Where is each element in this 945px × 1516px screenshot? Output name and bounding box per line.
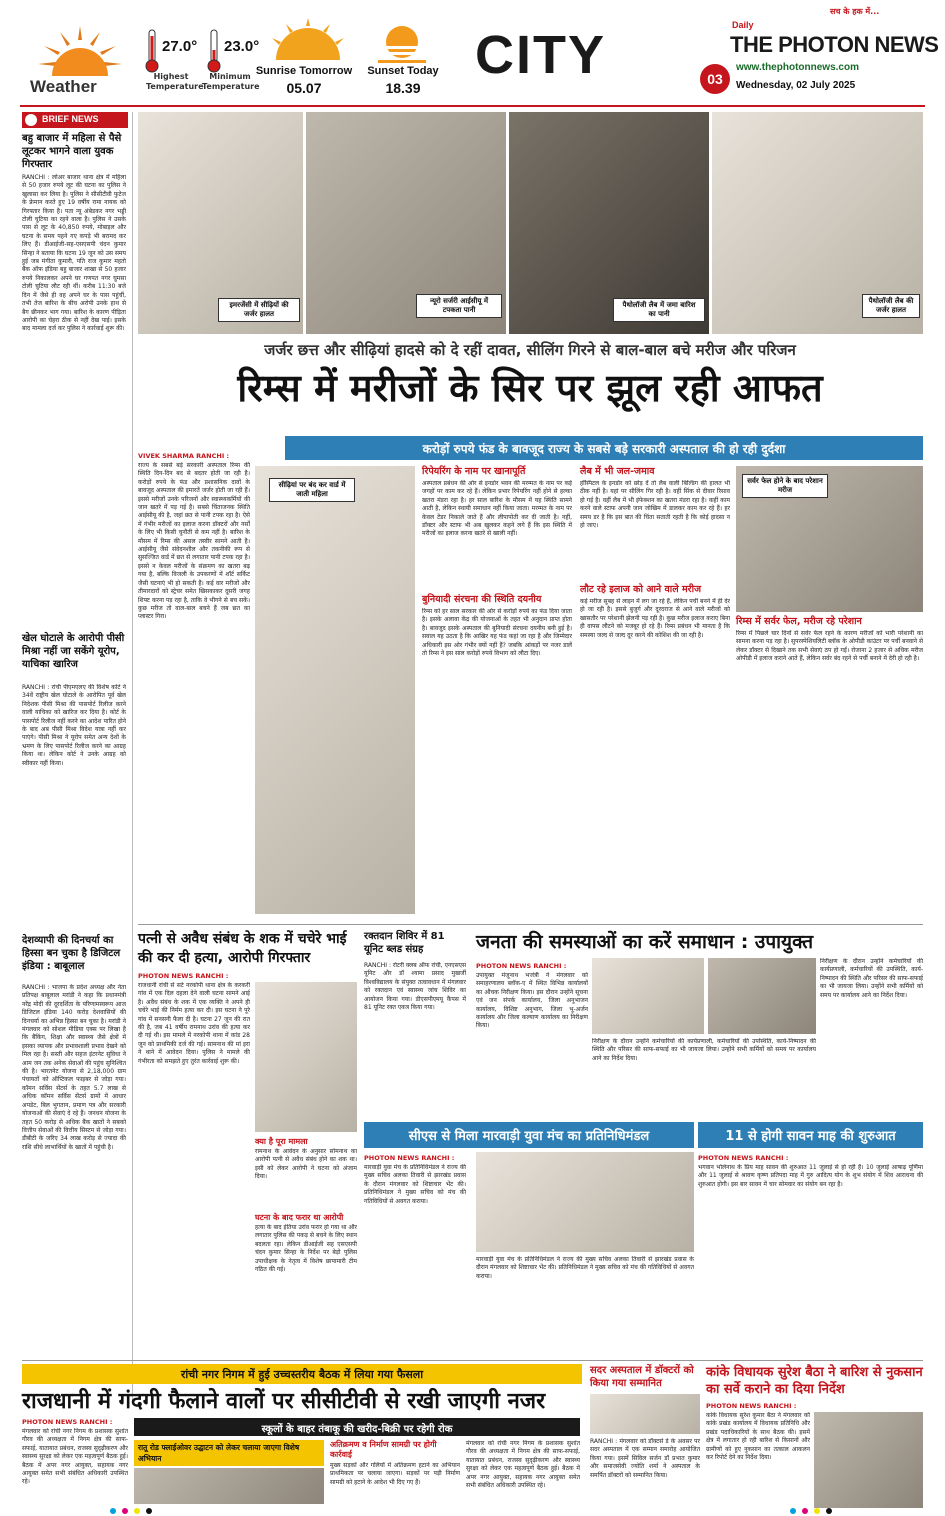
min-temp-label: Minimum Temperature [202, 72, 260, 91]
brief-news-icon [25, 114, 37, 126]
sunrise-label: Sunrise Tomorrow [255, 65, 353, 77]
story5-body-2: मारवाड़ी युवा मंच के प्रतिनिधिमंडल ने राज्य की मुख्य सचिव अलका तिवारी से झारखंड प्रवास के दौरान मंगलवार को शिष्टाचार भेंट की। प्रतिनिधिमंडल ने मुख्य सचिव को मंच की गतिविधियों से अवगत कराया। [476, 1256, 694, 1280]
story3-body: RANCHI : रोटरी क्लब ऑफ रांची, एनएसएस यूनिट और डॉ श्यामा प्रसाद मुखर्जी विश्वविद्यालय के संयुक्त तत्वावधान में मंगलवार को रक्तदान एवं स्वास्थ्य जांच शिविर का आयोजन किया गया। डीएसपीएमयू कैंपस में 81 यूनिट रक्त एकत्र किया गया। [364, 962, 466, 1012]
story2-photo [255, 982, 357, 1132]
story4-photo-1 [592, 958, 704, 1034]
high-temp: 27.0° [162, 38, 198, 55]
story9-headline: कांके विधायक सुरेश बैठा ने बारिश से नुकसान का सर्वे कराने का दिया निर्देश [706, 1365, 923, 1397]
brief-body-1: RANCHI : लोअर बाजार थाना क्षेत्र में महिला से 50 हजार रुपये लूट की घटना का पुलिस ने खुलासा कर लिया है। पुलिस ने सीसीटीवी फुटेज के फ्रेमान करते हुए 19 वर्षीय रामा नायक को गिरफ्तार किया है। पता न्यू अंबेडकर नगर भड्डी टोली चुटिया का रहने वाला है। पुलिस ने उसके पास से लूट के 40,850 रुपये, मोबाइल और घटना के समय पहने गए कपड़े भी बरामद कर लिए हैं। डीआईजी-सह-एसएसपी चंदन कुमार सिन्हा ने बताया कि घटना 19 जून को उस समय हुई जब मंगीता कुमारी, पति राज कुमार महतो बैंक ऑफ इंडिया बहु बाजार शाखा से 50 हजार रुपये निकालकर अपने घर गणपत नगर घुमसा टोली चुटिया लौट रही थीं। करीब 11:30 बजे दिन में जैसे ही वह अपने घर के पास पहुंचीं, तभी तेज बारिश के बीच अरोपी उनके हाथ से बैग छीनकर भाग गया। बारिश के कारण पीड़िता आरोपी का चेहरा ठीक से नहीं देख पाई। इसके बाद मामला दर्ज कर पुलिस ने कार्रवाई शुरू की। [22, 174, 126, 333]
story4-photo-2 [708, 958, 816, 1034]
story7-photo [134, 1468, 324, 1504]
story6-body: भगवान भोलेनाथ के प्रिय माह सावन की शुरुआत 11 जुलाई से हो रही है। 10 जुलाई आषाढ़ पूर्णिमा और 11 जुलाई से श्रावण कृष्ण प्रतिपदा माह में गुरु आदित्य योग के शुभ संयोग में शिव आराधना की शुरुआत होगी। इस बार सावन में चार सोमवार का संयोग बन रहा है। [698, 1164, 923, 1188]
lead-headline: रिम्स में मरीजों के सिर पर झूल रही आफत [237, 366, 823, 410]
brief-headline-3: देशव्यापी की दिनचर्या का हिस्सा बन चुका है डिजिटल इंडिया : बाबूलाल [22, 935, 121, 972]
story7-inner-body: मुख्य सड़कों और गलियों में अतिक्रमण हटाने का अभियान प्राथमिकता पर चलाया जाएगा। सड़कों पर पड़ी निर्माण सामग्री को हटाने के आदेश भी दिए गए हैं। [330, 1462, 460, 1486]
story9-photo [814, 1412, 923, 1508]
lead-photo-2 [306, 112, 506, 334]
lead-col-1: राज्य के सबसे बड़े सरकारी अस्पताल रिम्स की स्थिति दिन-दिन बद से बदतर होती जा रही है। करोड़ों रुपये के फंड और प्रशासनिक दावों के बावजूद अस्पताल की इमारतें जर्जर होती जा रही हैं। इससे मरीजों उनके परिजनों और स्वास्थ्यकर्मियों की जान खतरे में पड़ गई है। सबसे चिंताजनक स्थिति आईसीयू की है, जहां छत से पानी टपक रहा है। ऐसे में गंभीर मरीजों का इलाज करना डॉक्टरों और नर्सों के लिए भी किसी चुनौती से कम नहीं है। बारिश के मौसम में रिम्स की असल तस्वीर सामने आती है। आईसीयू जैसे संवेदनशील और तकनीकी रूप से सुसज्जित वार्ड में छत से लगातार पानी टपक रहा है। इससे न केवल मरीजों के संक्रमण का खतरा बढ़ गया है, बल्कि विजली के उपकरणों में शॉर्ट सर्किट जैसी घटनाएं भी हो सकती हैं। कई वार मरीजों और तीमारदारों को स्ट्रेचर समेत खिसकाकर दूसरी जगह शिफ्ट करना पड़ रहा है, ताकि वे भीगने से बच सकें। कुछ मरीज तो वाल-बाल बचने हैं जब छत का प्लास्टर गिरा। [138, 462, 250, 621]
lead-sub-3: लैब में भी जल-जमाव [580, 466, 655, 477]
sunset-label: Sunset Today [367, 65, 439, 77]
sunrise-icon [266, 16, 350, 62]
story7-byline: PHOTON NEWS RANCHI : [22, 1418, 113, 1426]
date: Wednesday, 02 July 2025 [736, 80, 856, 91]
lead-strap: करोड़ों रुपये फंड के बावजूद राज्य के सबसे बड़े सरकारी अस्पताल की हो रही दुर्दशा [422, 442, 786, 456]
brief-body-3: RANCHI : भाजपा के प्रदेश अध्यक्ष और नेता प्रतिपक्ष बाबूलाल मरांडी ने कहा कि प्रधानमंत्री नरेंद्र मोदी की दूरदर्शिता के परिणामस्वरूप आज डिजिटल इंडिया 140 करोड़ देशवासियों की दिनचर्या का अभिन्न हिस्सा बन चुका है। मरांडी ने मंगलवार को सोशल मीडिया एक्स पर लिखा है कि बैंकिंग, शिक्षा और स्वास्थ्य जैसे क्षेत्रों में इसका व्यापक और प्रभावशाली प्रभाव देखने को मिल रहा है। सस्ती और सहज इंटरनेट सुविधा ने आम जन तक अनेक सेवाओं की पहुंच सुनिश्चित की है। भारतनेट योजना से 2,18,000 ग्राम पंचायतों को ऑप्टिकल फाइबर से जोड़ा गया। कॉमन सर्विस सेंटर्स के तहत 5.7 लाख से अधिक कॉमन सर्विस सेंटर्स ग्रामों में आधार अपडेट, बिल भुगतान, प्रमाण पत्र और सरकारी योजनाओं की सेवाएं दे रहे हैं। जनधन योजना के तहत 50 करोड़ से अधिक बैंक खातों ने सबको वित्तीय सेवाओं की वित्तीय सिस्टम से जोड़ा गया। डीबीटी के जरिए 34 लाख करोड़ से ज्यादा की राशि सीधे लाभार्थियों के खातों में पहुंची है। [22, 984, 126, 1151]
brief-news-label [22, 112, 128, 128]
lead-right-caption: सर्वर फेल होने के बाद परेशान मरीज [742, 474, 828, 498]
story2-sub: क्या है पूरा मामला [255, 1137, 308, 1146]
lead-inset-photo [255, 466, 415, 914]
story5-body: मारवाड़ी युवा मंच के प्रतिनिधिमंडल ने राज्य की मुख्य सचिव अलका तिवारी से झारखंड प्रवास के दौरान मंगलवार को शिष्टाचार भेंट की। प्रतिनिधिमंडल ने मुख्य सचिव को मंच की गतिविधियों से अवगत कराया। [364, 1164, 466, 1205]
lead-sub-3-body: हॉस्पिटल के इनडोर को छोड़ दें तो लैब वाली बिल्डिंग की हालत भी ठीक नहीं है। यहां पर सीलिंग गिर रही है। वहीं सिंक से दीवार रिसाव हो गई है। वहीं लैब में भी इंफेक्शन का खतरा मंडरा रहा है। कहीं काम करने वाले स्टाफ अपनी जान जोखिम में डालकर काम कर रहे हैं। हर समय डर है कि इस बात की चिंता सताती रहती है कि कोई हादसा न हो जाए। [580, 480, 730, 530]
lead-inset-caption: सीढ़ियां पर बंद कर वार्ड में जाती महिला [269, 478, 355, 502]
story5-byline: PHOTON NEWS RANCHI : [364, 1154, 455, 1162]
story4-col-3: निरीक्षण के दौरान उन्होंने कर्मचारियों की कार्यप्रणाली, कर्मचारियों की उपस्थिति, कार्य-निष्पादन की स्थिति और परिसर की साफ-सफाई का भी जायजा लिया। उन्होंने सभी कर्मियों को समय पर कार्यालय आने का निर्देश दिया। [820, 958, 923, 999]
lead-right-photo [736, 466, 923, 612]
page-number: 03 [700, 64, 730, 94]
lead-sub-2: बुनियादी संरचना की स्थिति दयनीय [422, 594, 542, 605]
story6-header-bar [698, 1122, 923, 1148]
lead-sub-4-body: कई मरीज सुबह से लाइन में लग जा रहे हैं, लेकिन पर्ची बनने में ही देर हो जा रही है। इससे बुजुर्ग और दूरदराज से आने वाले मरीजों को खासतौर पर परेशानी झेलनी पड़ रही है। कुछ मरीज इलाज कराए बिना ही वापस लौटने को मजबूर हो रहे हैं। रिम्स प्रबंधन भी मानता है कि समस्या जल्द से जल्द दूर करने की कोशिश की जा रही है। [580, 598, 730, 639]
lead-right-sub: रिम्स में सर्वर फेल, मरीज रहे परेशान [736, 616, 862, 627]
story5-photo [476, 1152, 694, 1252]
sunrise-time: 05.07 [286, 80, 322, 96]
story7-banner [134, 1418, 580, 1436]
mid-bottom-rule [22, 1360, 923, 1361]
lead-photo-4 [712, 112, 923, 334]
story7-headline: राजधानी में गंदगी फैलाने वालों पर सीसीटीवी से रखी जाएगी नजर [22, 1389, 546, 1414]
min-temp: 23.0° [224, 38, 260, 55]
story2-sub-2-body: हत्या के बाद इंतिया उरांव फरार हो गया था और लगातार पुलिस की पकड़ से बचने के लिए स्थान बदलता रहा। लेकिन डीआईजी सह एसएसपी चंदन कुमार सिन्हा के निर्देश पर बेड़ो पुलिस उपाधीक्षक के नेतृत्व में विशेष छापामारी टीम गठित की गई। [255, 1224, 357, 1274]
story5-header-bar [364, 1122, 694, 1148]
thermometer-min-icon [207, 28, 221, 74]
story4-body: उपायुक्त मंजूनाथ भजंत्री ने मंगलवार को समाहरणालय ब्लॉक-ए में स्थित विभिन्न कार्यालयों का औचक निरीक्षण किया। इस दौरान उन्होंने सूचना एवं जन संपर्क कार्यालय, जिला अनुभाजन कार्यालय, विशिष्ट अनुभाग, जिला भू-अर्जन कार्यालय और जिला कल्याण कार्यालय का निरीक्षण किया। [476, 972, 588, 1030]
brief-headline-1: बहु बाजार में महिला से पैसे लूटकर भागने वाला युवक गिरफ्तार [22, 133, 122, 170]
story2-byline: PHOTON NEWS RANCHI : [138, 972, 229, 980]
story7-inner-sub: अतिक्रमण व निर्माण सामग्री पर होगी कार्रवाई [330, 1440, 437, 1459]
story7-body: मंगलवार को रांची नगर निगम के प्रशासक सुशांत गौरव की अध्यक्षता में निगम क्षेत्र की साफ-सफाई, यातायात प्रबंधन, राजस्व सुदृढ़ीकरण और स्वास्थ्य सुरक्षा को लेकर एक महत्वपूर्ण बैठक हुई। बैठक में अपर नगर आयुक्त, सहायक नगर आयुक्त समेत सभी संबंधित अधिकारी उपस्थित रहे। [22, 1428, 128, 1486]
story7-inner-kicker: रातू रोड फ्लाईओवर उद्घाटन को लेकर चलाया जाएगा विशेष अभियान [138, 1443, 300, 1463]
story2-sub-body: रामनाथ के आवेदन के अनुसार सोमनाथ का आरोपी पत्नी से अवैध संबंध होने का शक था। इसी को लेकर आरोपी ने घटना को अंजाम दिया। [255, 1148, 357, 1181]
lead-photo-3-caption: पैथोलॉजी लैब में जमा बारिश का पानी [613, 298, 705, 322]
story4-byline: PHOTON NEWS RANCHI : [476, 962, 567, 970]
lead-sub-1: रिपेयरिंग के नाम पर खानापूर्ति [422, 466, 526, 477]
brief-news-title: BRIEF NEWS [42, 114, 99, 124]
lead-photo-3 [509, 112, 709, 334]
registration-marks [110, 1508, 830, 1514]
tagline: सच के हक में... [830, 7, 880, 16]
story8-body: RANCHI : मंगलवार को डॉक्टर्स डे के अवसर पर सदर अस्पताल में एक सम्मान समारोह आयोजित किया गया। इसमें सिविल सर्जन डॉ प्रभात कुमार और समाजसेवी ज्योति शर्मा ने अस्पताल के समर्पित डॉक्टरों को सम्मानित किया। [590, 1438, 700, 1479]
section-title: CITY [475, 25, 607, 85]
story7-kicker: रांची नगर निगम में हुई उच्चस्तरीय बैठक में लिया गया फैसला [180, 1368, 424, 1381]
story2-headline: पत्नी से अवैध संबंध के शक में चचेरे भाई की कर दी हत्या, आरोपी गिरफ्तार [138, 931, 347, 966]
story2-body: राजधानी रांची से सटे नरकोपी थाना क्षेत्र के करकरी गांव में एक दिल दहला देने वाली घटना सामने आई है। अवैध संबंध के शक में एक व्यक्ति ने अपने ही चचेरे भाई की निर्मम हत्या कर दी। इस घटना ने पूरे गांव में सनसनी फैला दी है। घटना 27 जून की रात की है, जब 41 वर्षीय रामनाथ उरांव की हत्या कर दी गई थी। इस मामले में नरकोपी थाना में कांड 28 जून को प्राथमिकी दर्ज की गई। सामनाथ की मां इरा ने थाने में आवेदन दिया। पुलिस ने मामले की गंभीरता को समझते हुए तुरंत कार्रवाई शुरू की। [138, 982, 250, 1065]
brief-headline-2: खेल घोटाले के आरोपी पीसी मिश्रा नहीं जा सकेंगे यूरोप, याचिका खारिज [22, 633, 125, 670]
story6-byline: PHOTON NEWS RANCHI : [698, 1154, 789, 1162]
lead-strap-bar [285, 436, 923, 460]
story6-headline: 11 से होगी सावन माह की शुरुआत [725, 1129, 896, 1144]
lead-photo-1 [138, 112, 303, 334]
lead-kicker: जर्जर छत्त और सीढ़ियां हादसे को दे रहीं दावत, सीलिंग गिरने से बाल-बाल बचे मरीज और परिजन [264, 341, 796, 359]
story5-headline: सीएस से मिला मारवाड़ी युवा मंच का प्रतिनिधिमंडल [408, 1129, 650, 1144]
story2-sub-2: घटना के बाद फरार था आरोपी [255, 1213, 344, 1222]
lead-right-body: रिम्स में पिछले चार दिनों से सर्वर फेल रहने के कारण मरीजों को भारी परेशानी का सामना करना पड़ रहा है। सुपरस्पेशियलिटी ब्लॉक के ओपीडी काउंटर पर पर्ची बनवाने से लेकर डॉक्टर से दिखाने तक सभी सेवाएं ठप हो गईं। रोजाना 2 हजार से अधिक मरीज ओपीडी में इलाज कराने आते हैं, लेकिन सर्वर बंद रहने से पर्ची बनाने में देरी हो रही है। [736, 630, 923, 663]
story9-body: कांके विधायक सुरेश कुमार बैठा ने मंगलवार को कांके प्रखंड कार्यालय में विधायक प्रतिनिधि और प्रखंड पदाधिकारियों के साथ बैठक की। इसमें क्षेत्र में लगातार हो रही बारिश से किसानों और ग्रामीणों को हुए नुकसान का तत्काल आकलन कर रिपोर्ट देने का निर्देश दिया। [706, 1412, 810, 1462]
lead-photo-1-caption: इमरजेंसी में सीढ़ियों की जर्जर हालत [218, 298, 300, 322]
sun-icon [30, 18, 130, 78]
brief-body-2: RANCHI : रांची पीएमएलए की विशेष कोर्ट ने 34वें राष्ट्रीय खेल घोटाले के आरोपित पूर्व खेल निदेशक पीसी मिश्रा की पासपोर्ट रिलीज करने वाली याचिका को खारिज कर दिया है। कोर्ट के पासपोर्ट रिलीज नहीं करने का आदेश पारित होने के बाद अब पीसी मिश्रा विदेश यात्रा नहीं कर पाएंगे। पीसी मिश्रा ने यूरोप समेत अन्य देशों के भ्रमण के लिए पासपोर्ट रिलीज करने का आग्रह किया था। लेकिन कोर्ट ने उनके आग्रह को स्वीकार नहीं किया। [22, 684, 126, 767]
lead-bottom-rule [138, 924, 923, 925]
masthead [0, 0, 945, 108]
story4-body-2: निरीक्षण के दौरान उन्होंने कर्मचारियों की कार्यप्रणाली, कर्मचारियों की उपस्थिति, कार्य-निष्पादन की स्थिति और परिसर की साफ-सफाई का भी जायजा लिया। उन्होंने सभी कर्मियों को समय पर कार्यालय आने का निर्देश दिया। [592, 1038, 816, 1062]
masthead-rule [20, 105, 925, 107]
lead-byline: VIVEK SHARMA RANCHI : [138, 452, 230, 460]
weather-label: Weather [30, 77, 97, 96]
sunset-icon [372, 22, 432, 64]
story7-inner-kicker-box [134, 1440, 324, 1466]
left-column-divider [132, 112, 133, 1402]
story3-headline: रक्तदान शिविर में 81 यूनिट ब्लड संग्रह [364, 931, 445, 955]
brief-news-column [22, 112, 128, 1402]
story8-photo [590, 1394, 700, 1434]
story8-headline: सदर अस्पताल में डॉक्टरों को किया गया सम्मानित [590, 1365, 694, 1389]
thermometer-high-icon [145, 28, 159, 74]
website: www.thephotonnews.com [736, 62, 859, 73]
lead-photo-2-caption: न्यूरो सर्जरी आईसीयू में टपकता पानी [416, 294, 502, 318]
lead-photo-4-caption: पैथोलॉजी लैब की जर्जर हालत [862, 294, 920, 318]
sunset-time: 18.39 [385, 80, 421, 96]
story7-banner-text: स्कूलों के बाहर तंबाकू की खरीद-बिक्री पर रहेगी रोक [261, 1424, 453, 1435]
story9-byline: PHOTON NEWS RANCHI : [706, 1402, 797, 1410]
lead-sub-2-body: रिम्स को हर साल सरकार की ओर से करोड़ों रुपये का फंड दिया जाता है। इसके अलावा केंद्र की योजनाओं के तहत भी अनुदान प्राप्त होता है। बावजूद इसके अस्पताल की बुनियादी संरचना दयनीय बनी हुई है। सवाल यह उठता है कि आखिर यह फंड कहां जा रहा है और जिम्मेदार अधिकारी इस ओर गंभीर क्यों नहीं हैं? जबकि आंकड़ों पर नजर डालें तो रिम्स ने इस साल करोड़ों रुपये विभाग को लौटा दिए। [422, 608, 572, 658]
paper-name: THE PHOTON NEWS [730, 32, 939, 57]
high-temp-label: Highest Temperature [146, 72, 204, 91]
story7-kicker-bar [22, 1364, 582, 1384]
story7-col-4: मंगलवार को रांची नगर निगम के प्रशासक सुशांत गौरव की अध्यक्षता में निगम क्षेत्र की साफ-सफाई, यातायात प्रबंधन, राजस्व सुदृढ़ीकरण और स्वास्थ्य सुरक्षा को लेकर एक महत्वपूर्ण बैठक हुई। बैठक में अपर नगर आयुक्त, सहायक नगर आयुक्त समेत सभी संबंधित अधिकारी उपस्थित रहे। [466, 1440, 580, 1490]
story4-headline: जनता की समस्याओं का करें समाधान : उपायुक्त [476, 931, 814, 953]
lead-sub-1-body: अस्पताल प्रबंधन की ओर से इनडोर भवन की मरम्मत के नाम पर कई जगहों पर काम कर रहे हैं। लेकिन प्रभार रिपेयरिंग नहीं होने से हल्का खतरा मंडरा रहा है। हर साल बारिश के मौसम में यह स्थिति सामने आती है, लेकिन स्थायी समाधान नहीं किया जाता। मरम्मत के नाम पर केवल टेंडर निकाले जाते हैं और लीपापोती कर दी जाती है। नहीं, डॉक्टर और स्टाफ भी अब खुलकर कहने लगे हैं कि इस स्थिति में मरीजों का इलाज करना खतरे से खाली नहीं। [422, 480, 572, 538]
daily-label: Daily [732, 20, 754, 30]
lead-sub-4: लौट रहे इलाज को आने वाले मरीज [580, 584, 702, 595]
